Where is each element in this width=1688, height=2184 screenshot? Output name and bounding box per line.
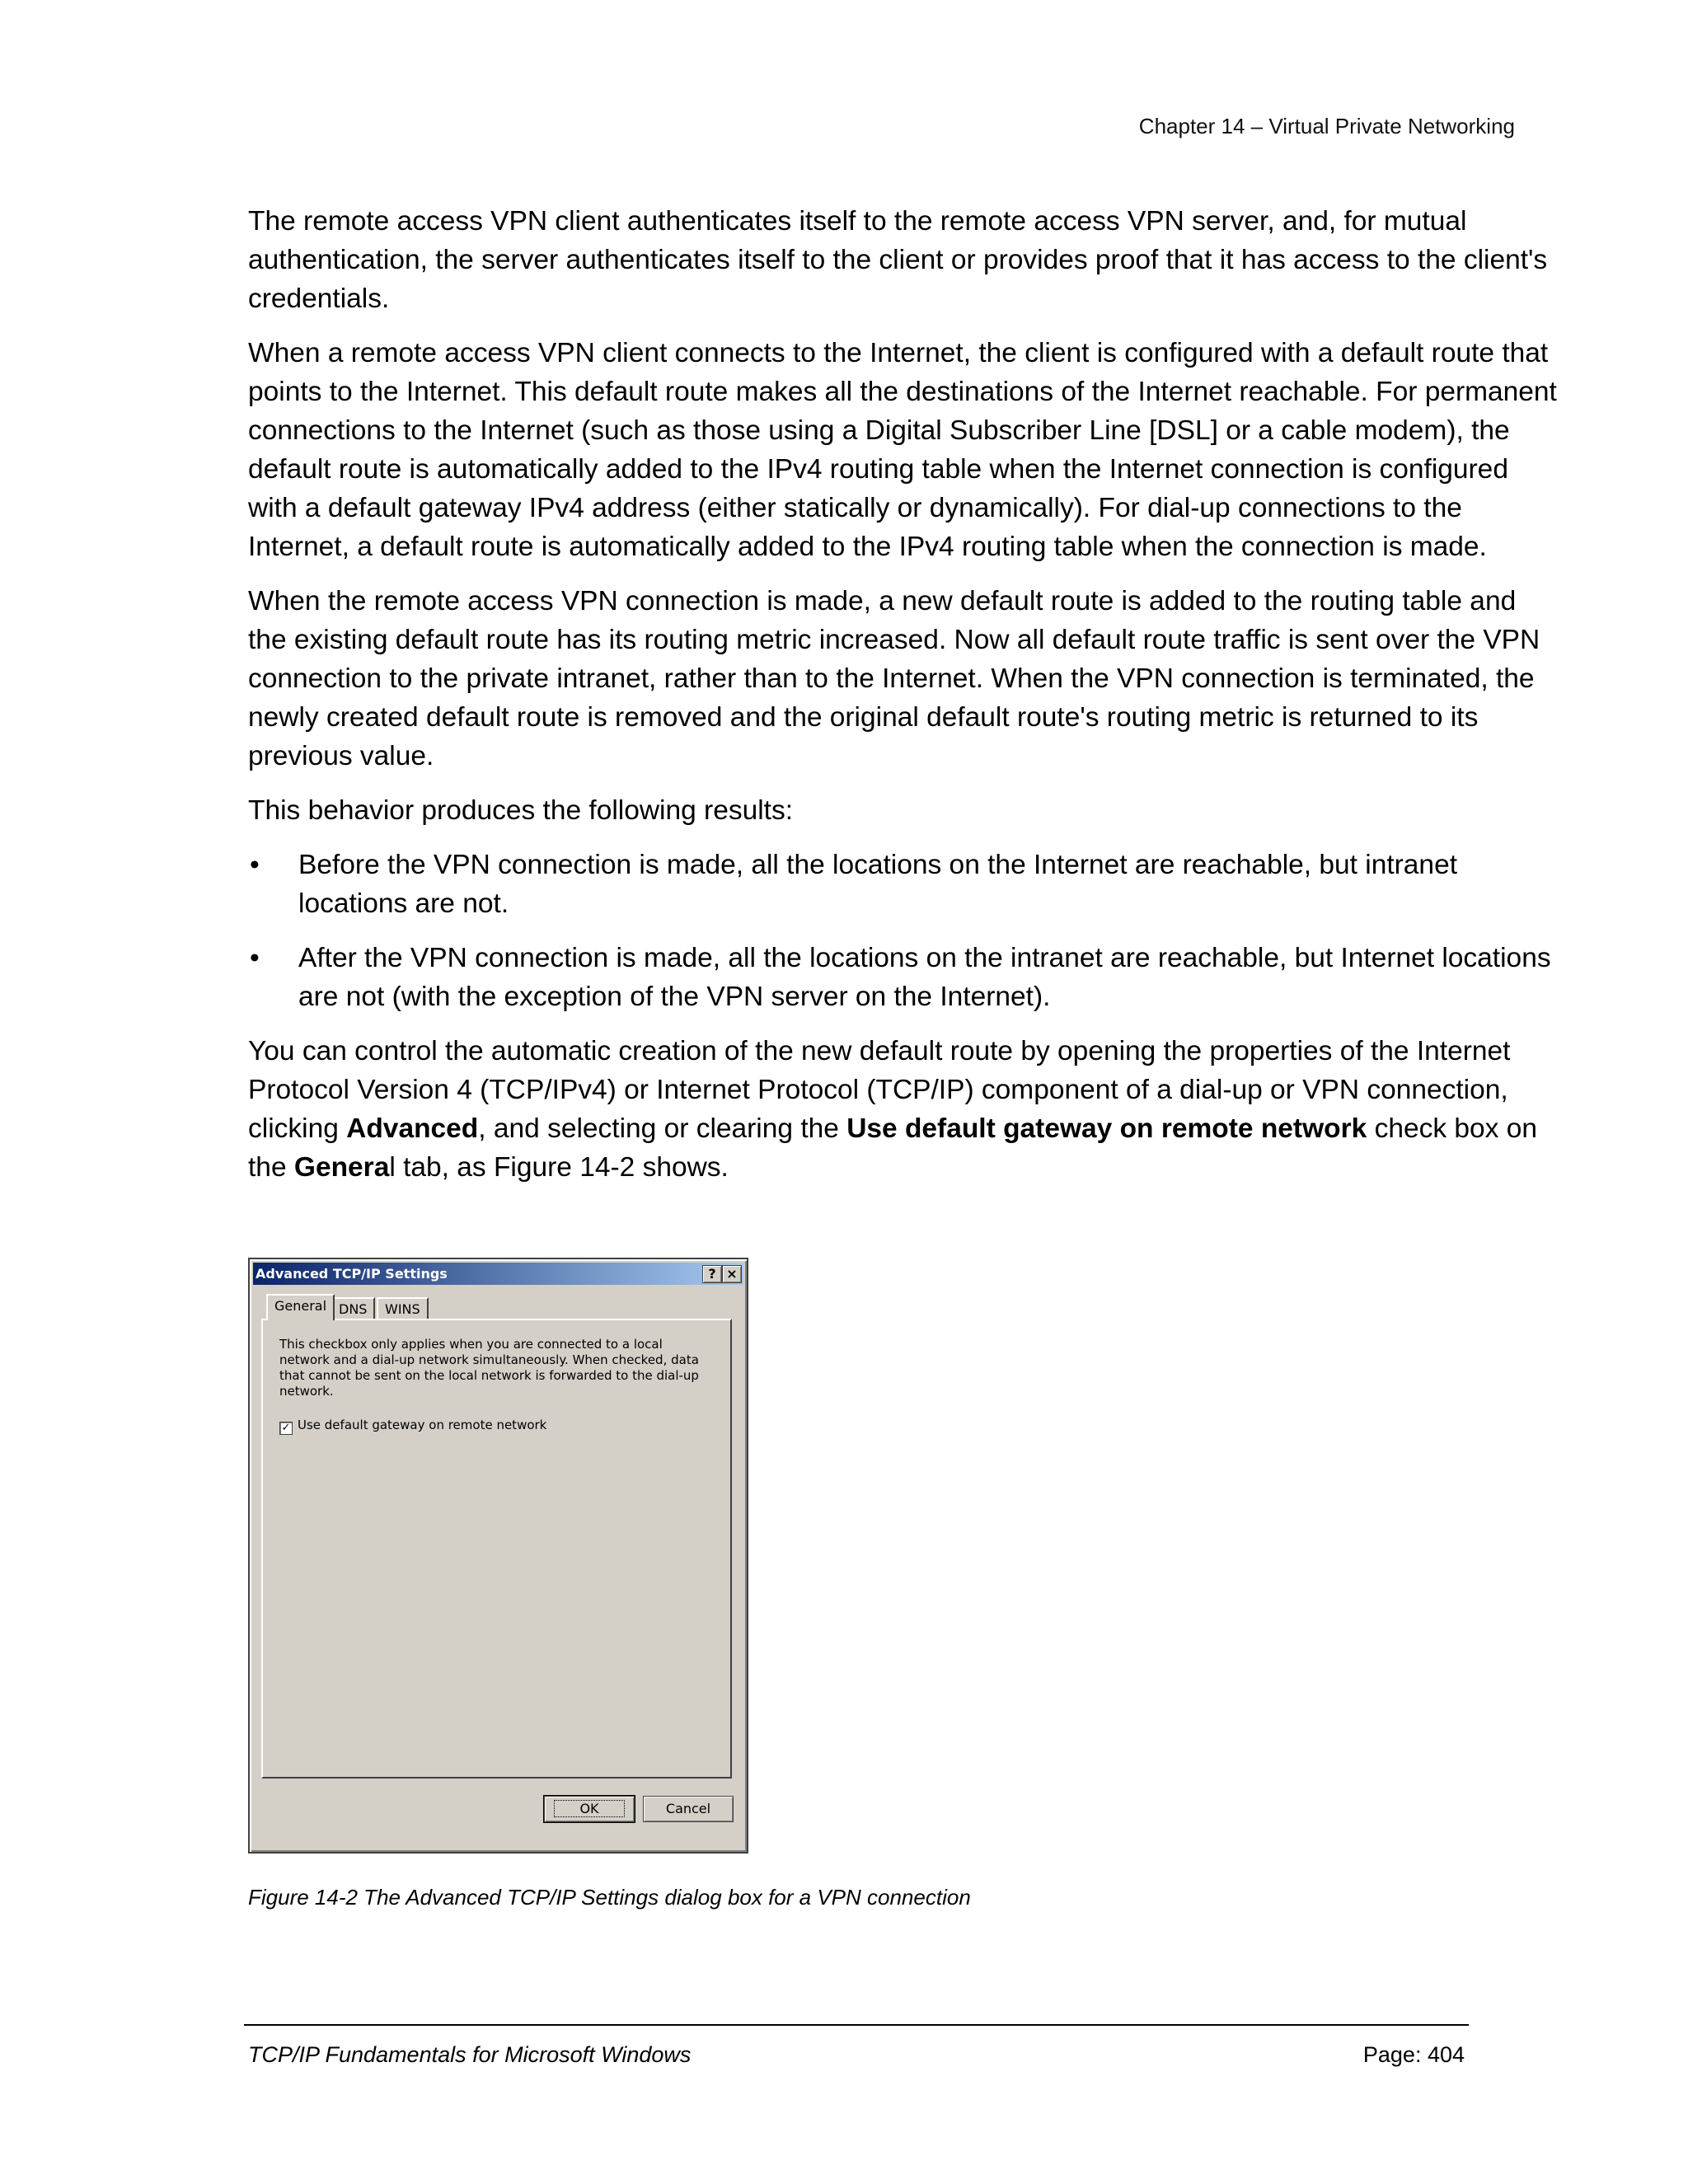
p5-part3: check box on the — [248, 1113, 1537, 1183]
p5-part1: You can control the automatic creation of the new default route by opening the properties of the Internet Protocol Version 4 (TCP/IPv4) or Internet Protocol (TCP/IP) component of a dial-up or VPN connection, clicking — [248, 1036, 1511, 1144]
advanced-tcpip-dialog — [248, 1258, 748, 1854]
ok-button[interactable] — [544, 1796, 635, 1822]
bullet-icon: • — [250, 850, 260, 880]
body-text — [248, 202, 1559, 1202]
paragraph-3: When the remote access VPN connection is made, a new default route is added to the routing table and the existing default route has its routing metric increased. Now all default route traffic is sent over the VPN connection to the private intranet, rather than to the Internet. When the VPN connection is terminated, the newly created default route is removed and the original default route's routing metric is returned to its previous value. — [248, 586, 1540, 771]
p5-part4: l tab, as Figure 14-2 shows. — [389, 1152, 729, 1183]
paragraph-4: This behavior produces the following results: — [248, 795, 794, 826]
list-item-text: After the VPN connection is made, all the locations on the intranet are reachable, but Internet locations are not (with the exception of the VPN server on the Internet). — [298, 943, 1551, 1012]
list-item — [248, 939, 1559, 1016]
default-gateway-checkbox[interactable]: ✓ — [279, 1422, 293, 1435]
footer-book-title: TCP/IP Fundamentals for Microsoft Windows — [248, 2042, 692, 2067]
general-tab-panel — [261, 1319, 732, 1779]
bullet-icon: • — [250, 943, 260, 973]
ok-label: OK — [554, 1800, 624, 1817]
cancel-button[interactable]: Cancel — [643, 1796, 734, 1822]
gateway-description: This checkbox only applies when you are connected to a local network and a dial-up network simultaneously. When checked, data that cannot be sent on the local network is forwarded to the dial-up network. — [279, 1337, 699, 1399]
general-term: Genera — [293, 1152, 390, 1183]
figure-caption: Figure 14-2 The Advanced TCP/IP Settings dialog box for a VPN connection — [248, 1885, 971, 1910]
paragraph-1: The remote access VPN client authenticates itself to the remote access VPN server, and, for mutual authentication, the server authenticates itself to the client or provides proof that it has access to the client's credentials. — [248, 206, 1548, 314]
dialog-titlebar — [253, 1263, 743, 1285]
paragraph-2: When a remote access VPN client connects to the Internet, the client is configured with a default route that points to the Internet. This default route makes all the destinations of the Internet reachable. For permanent connections to the Internet (such as those using a Digital Subscriber Line [DSL] or a cable modem), the default route is automatically added to the IPv4 routing table when the Internet connection is configured with a default gateway IPv4 address (either statically or dynamically). For dial-up connections to the Internet, a default route is automatically added to the IPv4 routing table when the connection is made. — [248, 338, 1557, 562]
close-button[interactable]: × — [722, 1265, 742, 1283]
default-gateway-label: Use default gateway on remote network — [298, 1418, 547, 1432]
default-gateway-option[interactable] — [279, 1418, 546, 1435]
dialog-title: Advanced TCP/IP Settings — [256, 1266, 448, 1282]
footer-divider — [244, 2024, 1469, 2026]
help-button[interactable]: ? — [702, 1265, 722, 1283]
gateway-term: Use default gateway on remote network — [846, 1113, 1367, 1144]
results-list — [248, 846, 1559, 1016]
tab-wins[interactable]: WINS — [377, 1297, 429, 1319]
list-item — [248, 846, 1559, 923]
footer-page-number: Page: 404 — [1362, 2042, 1465, 2067]
tab-general[interactable]: General — [266, 1294, 335, 1320]
paragraph-5 — [248, 1032, 1559, 1187]
tab-dns[interactable]: DNS — [331, 1297, 375, 1319]
advanced-term: Advanced — [346, 1113, 479, 1144]
chapter-header: Chapter 14 – Virtual Private Networking — [1138, 114, 1515, 138]
p5-part2: , and selecting or clearing the — [478, 1113, 847, 1144]
list-item-text: Before the VPN connection is made, all the locations on the Internet are reachable, but intranet locations are not. — [298, 850, 1458, 919]
